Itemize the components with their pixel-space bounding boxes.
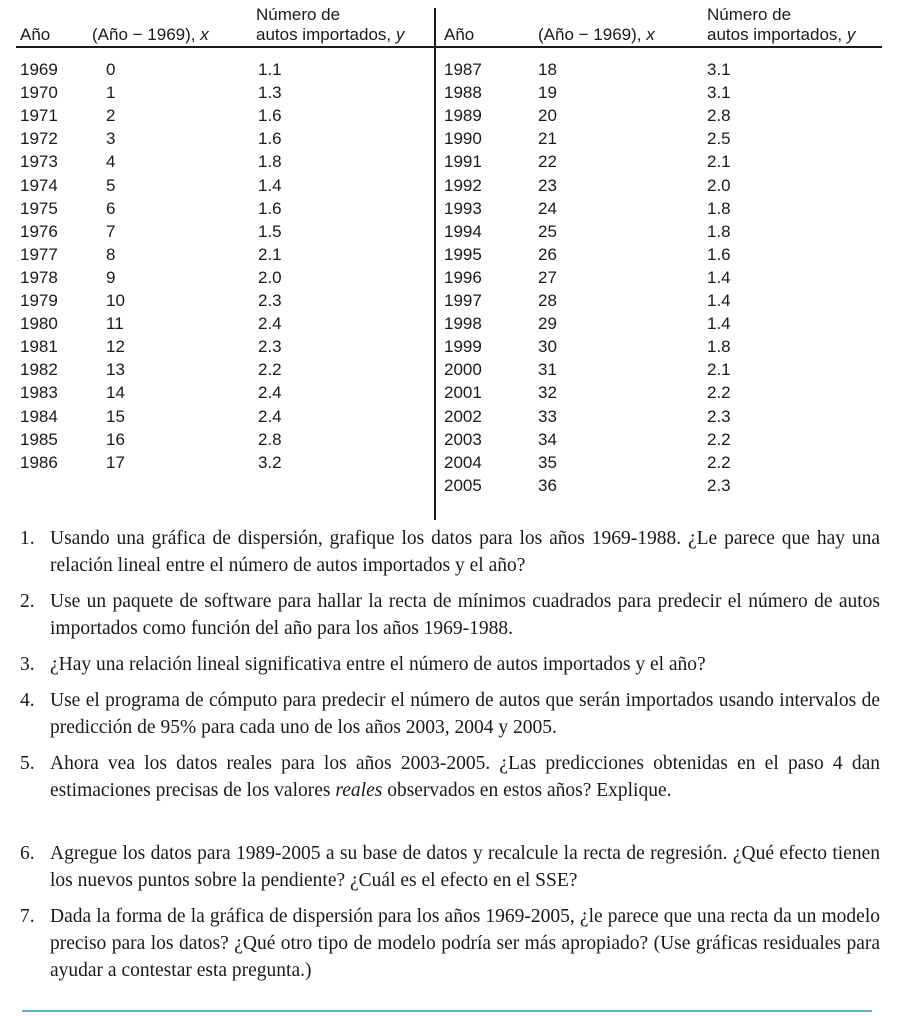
right-header-x-label: (Año − 1969), [538,25,647,44]
left-header-y-label: autos importados, [256,25,396,44]
right-cell-y: 2.0 [707,175,731,195]
right-header-y-line2 [707,25,855,44]
right-cell-year: 1989 [444,106,482,126]
left-cell-year: 1984 [20,406,58,426]
question-number: 6. [20,843,35,864]
right-cell-x: 18 [538,60,557,79]
question-text-part: observados en estos años? Explique. [382,780,672,801]
header-divider [16,46,882,48]
left-cell-year: 1970 [20,83,58,103]
left-cell-y: 2.4 [258,314,282,334]
right-header-x-var: x [646,25,655,44]
left-cell-x: 3 [106,129,116,149]
left-header-x-var: x [200,25,209,44]
left-cell-year: 1978 [20,267,58,287]
right-cell-year: 2004 [444,452,482,472]
left-cell-y: 2.4 [258,406,282,426]
left-cell-y: 2.2 [258,360,282,380]
left-cell-y: 1.4 [258,175,282,195]
left-cell-year: 1971 [20,106,58,126]
left-cell-y: 1.6 [258,106,282,126]
left-cell-x: 10 [106,291,125,310]
left-cell-y: 1.1 [258,60,282,79]
left-cell-y: 2.3 [258,337,282,357]
right-cell-y: 2.3 [707,406,731,426]
left-cell-y: 3.2 [258,452,282,472]
right-cell-year: 2003 [444,429,482,449]
right-cell-x: 26 [538,244,557,264]
left-cell-x: 13 [106,360,125,380]
left-cell-y: 2.3 [258,291,282,310]
question-text-emphasis: reales [335,780,383,801]
question-item [20,588,880,642]
left-cell-year: 1981 [20,337,58,357]
left-cell-year: 1982 [20,360,58,380]
left-cell-year: 1985 [20,429,58,449]
right-cell-y: 3.1 [707,83,731,103]
right-cell-year: 1988 [444,83,482,103]
right-cell-x: 21 [538,129,557,149]
question-text: Agregue los datos para 1989-2005 a su base de datos y recalcule la recta de regresión. ¿Qué efecto tienen los nuevos puntos sobre la pendiente? ¿Cuál es el efecto en el SSE? [50,843,880,891]
right-cell-y: 3.1 [707,60,731,79]
question-text: Use el programa de cómputo para predecir el número de autos que serán importados usando intervalos de predicción de 95% para cada uno de los años 2003, 2004 y 2005. [50,690,880,738]
right-cell-y: 1.8 [707,198,731,218]
right-cell-x: 22 [538,152,557,172]
right-cell-x: 36 [538,475,557,495]
left-cell-x: 5 [106,175,116,195]
question-number: 7. [20,906,35,927]
question-item [20,525,880,579]
question-text: Use un paquete de software para hallar la recta de mínimos cuadrados para predecir el número de autos importados como función del año para los años 1969-1988. [50,591,880,639]
right-cell-year: 2005 [444,475,482,495]
right-cell-x: 25 [538,221,557,241]
left-cell-x: 11 [106,314,124,334]
left-cell-x: 2 [106,106,116,126]
right-header-y-label: autos importados, [707,25,847,44]
left-cell-year: 1974 [20,175,58,195]
left-cell-x: 14 [106,383,125,403]
right-cell-year: 1997 [444,291,482,310]
bottom-divider [22,1010,872,1012]
left-cell-year: 1975 [20,198,58,218]
left-header-year: Año [20,25,51,44]
right-cell-x: 33 [538,406,557,426]
right-cell-x: 29 [538,314,557,334]
left-cell-year: 1976 [20,221,58,241]
right-cell-y: 1.4 [707,267,731,287]
left-header-y-line1: Número de [256,5,341,24]
right-cell-y: 1.4 [707,314,731,334]
right-cell-x: 34 [538,429,557,449]
right-cell-year: 2002 [444,406,482,426]
left-cell-x: 12 [106,337,125,357]
right-cell-y: 2.1 [707,152,731,172]
left-cell-y: 2.1 [258,244,282,264]
left-cell-year: 1983 [20,383,58,403]
question-item [20,903,880,984]
left-header-y-var: y [395,25,405,44]
left-cell-x: 17 [106,452,125,472]
right-cell-y: 2.2 [707,383,731,403]
right-cell-y: 2.2 [707,429,731,449]
left-cell-x: 16 [106,429,125,449]
left-cell-year: 1986 [20,452,58,472]
left-cell-x: 15 [106,406,125,426]
right-cell-year: 1994 [444,221,482,241]
left-cell-x: 1 [106,83,116,103]
right-cell-x: 20 [538,106,557,126]
left-cell-x: 6 [106,198,116,218]
left-header-y-line2 [256,25,404,44]
right-header-y-line1: Número de [707,5,792,24]
right-cell-year: 2000 [444,360,482,380]
question-text [50,750,880,804]
right-cell-year: 1990 [444,129,482,149]
right-cell-x: 32 [538,383,557,403]
right-cell-y: 1.8 [707,221,731,241]
right-cell-y: 1.6 [707,244,731,264]
left-cell-x: 7 [106,221,116,241]
right-cell-x: 24 [538,198,557,218]
right-cell-y: 2.5 [707,129,731,149]
question-item [20,651,880,678]
left-cell-y: 1.3 [258,83,282,103]
question-number: 4. [20,690,35,711]
column-divider [434,8,436,520]
question-text-part: Ahora vea los datos reales para los años 2003-2005. ¿Las predicciones obtenidas en el paso 4 dan estimaciones precisas de los valores [50,753,880,801]
right-cell-x: 27 [538,267,557,287]
right-cell-y: 1.4 [707,291,731,310]
left-cell-year: 1973 [20,152,58,172]
right-cell-year: 1993 [444,198,482,218]
right-cell-year: 1987 [444,60,482,79]
question-item [20,750,880,804]
right-cell-year: 2001 [444,383,482,403]
left-header-x-label: (Año − 1969), [92,25,201,44]
right-cell-y: 1.8 [707,337,731,357]
right-cell-x: 19 [538,83,557,103]
left-cell-x: 4 [106,152,116,172]
right-cell-year: 1996 [444,267,482,287]
left-cell-y: 1.6 [258,198,282,218]
right-cell-x: 35 [538,452,557,472]
right-cell-x: 23 [538,175,557,195]
left-cell-x: 9 [106,267,116,287]
right-cell-y: 2.2 [707,452,731,472]
left-cell-year: 1969 [20,60,58,79]
left-cell-y: 1.8 [258,152,282,172]
left-cell-year: 1980 [20,314,58,334]
right-cell-x: 30 [538,337,557,357]
right-cell-year: 1998 [444,314,482,334]
question-item [20,687,880,741]
question-number: 1. [20,528,35,549]
right-header-year: Año [444,25,475,44]
left-cell-x: 0 [106,60,116,79]
left-cell-y: 2.8 [258,429,282,449]
right-header-y-var: y [846,25,856,44]
right-cell-x: 28 [538,291,557,310]
left-cell-year: 1977 [20,244,58,264]
right-cell-x: 31 [538,360,557,380]
right-cell-year: 1995 [444,244,482,264]
question-item [20,840,880,894]
left-cell-year: 1979 [20,291,58,310]
right-header-x [538,25,655,44]
right-cell-year: 1992 [444,175,482,195]
left-header-x [92,25,209,44]
left-cell-y: 2.0 [258,267,282,287]
left-cell-y: 1.6 [258,129,282,149]
question-number: 5. [20,753,35,774]
right-cell-year: 1991 [444,152,482,172]
left-cell-y: 1.5 [258,221,282,241]
right-cell-year: 1999 [444,337,482,357]
question-number: 2. [20,591,35,612]
left-cell-x: 8 [106,244,116,264]
left-cell-y: 2.4 [258,383,282,403]
right-cell-y: 2.3 [707,475,731,495]
right-cell-y: 2.8 [707,106,731,126]
right-cell-y: 2.1 [707,360,731,380]
question-text: Usando una gráfica de dispersión, grafique los datos para los años 1969-1988. ¿Le parece que hay una relación lineal entre el número de autos importados y el año? [50,528,880,576]
question-number: 3. [20,654,35,675]
left-cell-year: 1972 [20,129,58,149]
question-text: ¿Hay una relación lineal significativa entre el número de autos importados y el año? [50,654,706,675]
question-text: Dada la forma de la gráfica de dispersión para los años 1969-2005, ¿le parece que una recta da un modelo preciso para los datos? ¿Qué otro tipo de modelo podría ser más apropiado? (Use gráficas residuales para ayudar a contestar esta pregunta.) [50,906,880,981]
